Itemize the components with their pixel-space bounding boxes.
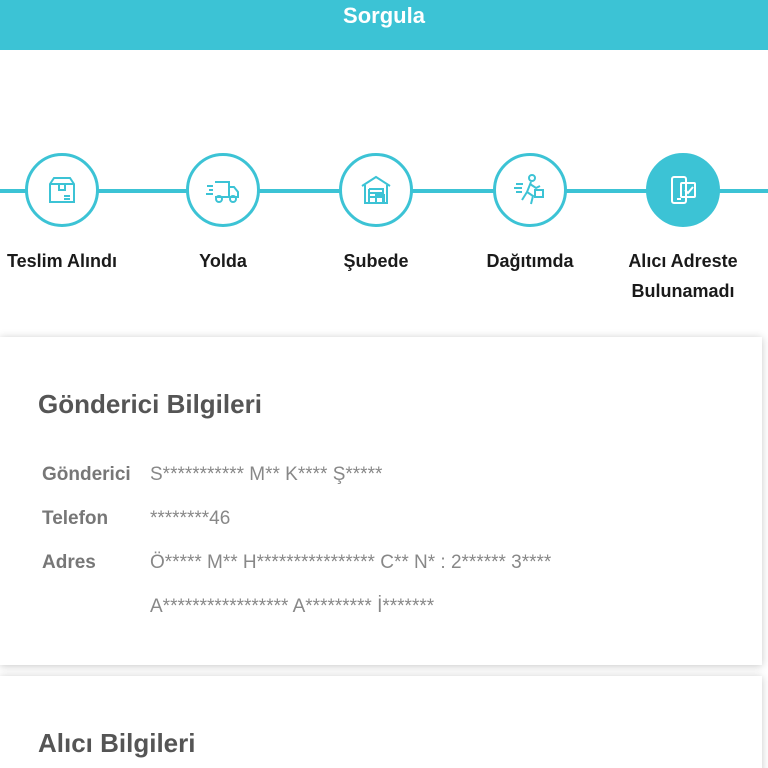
status-step-received xyxy=(0,153,137,276)
sender-info-title: Gönderici Bilgileri xyxy=(38,389,262,419)
status-step-label: Şubede xyxy=(343,251,409,271)
status-step-label: Teslim Alındı xyxy=(6,251,117,271)
delivery-truck-icon xyxy=(203,170,243,210)
sender-phone-value: ********46 xyxy=(150,508,231,529)
sender-name-label: Gönderici xyxy=(42,464,131,485)
sender-phone-label: Telefon xyxy=(42,508,109,529)
status-step-circle xyxy=(646,153,720,227)
package-icon xyxy=(42,170,82,210)
branch-store-icon xyxy=(356,170,396,210)
status-step-circle xyxy=(493,153,567,227)
status-step-label: Dağıtımda xyxy=(486,251,574,271)
sender-info-card xyxy=(0,337,762,665)
status-step-circle xyxy=(339,153,413,227)
receiver-info-card xyxy=(0,676,762,768)
receiver-info-title: Alıcı Bilgileri xyxy=(38,728,196,758)
status-step-on-the-way xyxy=(148,153,298,276)
phone-address-not-found-icon xyxy=(663,170,703,210)
header-title: Sorgula xyxy=(343,3,425,28)
status-step-at-branch xyxy=(301,153,451,276)
courier-running-icon xyxy=(510,170,550,210)
sender-address-value: Ö***** M** H**************** C** N* : 2****** 3**** A***************** A********* İ******* xyxy=(150,552,552,617)
sender-name-value: S*********** M** K**** Ş***** xyxy=(150,464,383,485)
status-step-label: Alıcı Adreste Bulunamadı xyxy=(628,251,738,301)
app-header xyxy=(0,0,768,50)
status-step-recipient-not-found xyxy=(608,153,758,306)
status-step-label: Yolda xyxy=(199,251,247,271)
shipment-status-timeline xyxy=(0,120,768,320)
sender-address-label: Adres xyxy=(42,552,96,573)
status-step-circle xyxy=(186,153,260,227)
status-step-out-for-delivery xyxy=(455,153,605,276)
status-step-circle xyxy=(25,153,99,227)
